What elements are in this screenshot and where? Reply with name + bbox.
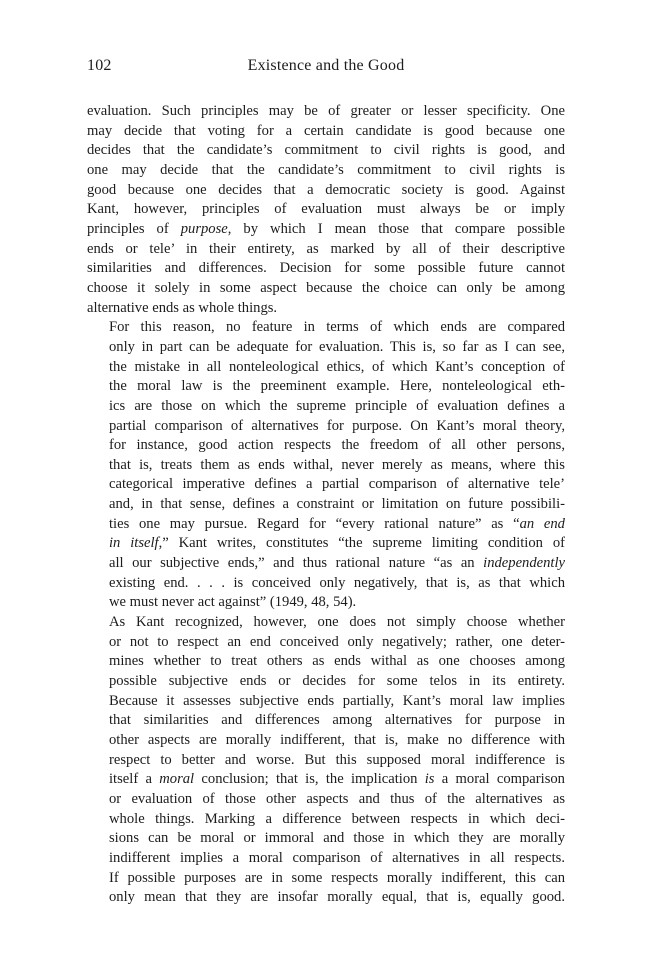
text-line bbox=[87, 810, 565, 830]
text-line bbox=[87, 102, 565, 122]
text-run: or evaluation of those other aspects and thus of the alternatives as bbox=[109, 790, 565, 807]
text-line bbox=[87, 574, 565, 594]
text-run: similarities and differences. Decision for some possible future cannot bbox=[87, 260, 565, 277]
text-line bbox=[87, 220, 565, 240]
text-line bbox=[87, 731, 565, 751]
text-run: mines whether to treat others as ends withal as one chooses among bbox=[109, 653, 565, 670]
italic-text: an end bbox=[519, 515, 565, 532]
text-run: that is, treats them as ends withal, never merely as means, where this bbox=[109, 456, 565, 473]
text-run: the moral law is the preeminent example. Here, nonteleological eth- bbox=[109, 378, 565, 395]
text-run: evaluation. Such principles may be of greater or lesser specificity. One bbox=[87, 103, 565, 119]
text-line bbox=[87, 456, 565, 476]
text-line bbox=[87, 417, 565, 437]
page-number: 102 bbox=[87, 57, 112, 74]
text-line bbox=[87, 436, 565, 456]
text-line bbox=[87, 279, 565, 299]
text-line bbox=[87, 633, 565, 653]
text-line bbox=[87, 554, 565, 574]
italic-text: purpose bbox=[180, 220, 228, 237]
text-line bbox=[87, 397, 565, 417]
text-line bbox=[87, 299, 565, 319]
italic-text: moral bbox=[159, 771, 195, 788]
italic-text: independently bbox=[483, 555, 565, 572]
text-line bbox=[87, 200, 565, 220]
text-line bbox=[87, 515, 565, 535]
italic-text: is bbox=[424, 771, 435, 788]
text-line bbox=[87, 358, 565, 378]
text-line bbox=[87, 181, 565, 201]
text-line bbox=[87, 652, 565, 672]
text-run: ,” Kant writes, constitutes “the supreme limiting condition of bbox=[158, 535, 565, 552]
paragraph bbox=[87, 318, 565, 613]
text-run: alternative ends as whole things. bbox=[87, 299, 278, 316]
text-run: itself a bbox=[109, 771, 160, 788]
text-run: may decide that voting for a certain candidate is good because one bbox=[87, 122, 565, 139]
text-run: existing end. . . . is conceived only negatively, that is, as that which bbox=[109, 574, 565, 591]
text-run: decides that the candidate’s commitment to civil rights is good, and bbox=[87, 142, 565, 159]
text-line bbox=[87, 869, 565, 889]
text-run: only mean that they are insofar morally equal, that is, equally good. bbox=[109, 889, 565, 906]
italic-text: in itself bbox=[109, 535, 159, 552]
text-line bbox=[87, 240, 565, 260]
text-line bbox=[87, 849, 565, 869]
text-run: that similarities and differences among alternatives for purpose in bbox=[109, 712, 565, 729]
text-line bbox=[87, 475, 565, 495]
text-run: Kant, however, principles of evaluation must always be or imply bbox=[87, 201, 565, 218]
text-run: indifferent implies a moral comparison of alternatives in all respects. bbox=[109, 849, 565, 866]
text-run: partial comparison of alternatives for purpose. On Kant’s moral theory, bbox=[109, 417, 565, 434]
text-line bbox=[87, 161, 565, 181]
text-line bbox=[87, 338, 565, 358]
text-run: , by which I mean those that compare possible bbox=[227, 220, 565, 237]
text-run: or not to respect an end conceived only negatively; rather, one deter- bbox=[109, 633, 565, 650]
running-header bbox=[87, 57, 565, 81]
paragraph bbox=[87, 613, 565, 908]
text-run: one may decide that the candidate’s commitment to civil rights is bbox=[87, 161, 565, 178]
text-run: conclusion; that is, the implication bbox=[194, 771, 425, 788]
text-line bbox=[87, 259, 565, 279]
text-line bbox=[87, 613, 565, 633]
text-run: Because it assesses subjective ends partially, Kant’s moral law implies bbox=[109, 692, 565, 709]
text-run: for instance, good action respects the freedom of all other persons, bbox=[109, 437, 565, 454]
text-run: choose it solely in some aspect because the choice can only be among bbox=[87, 279, 565, 296]
text-line bbox=[87, 829, 565, 849]
text-line bbox=[87, 692, 565, 712]
text-run: whole things. Marking a difference between respects in which deci- bbox=[109, 810, 565, 827]
text-run: As Kant recognized, however, one does not simply choose whether bbox=[109, 614, 565, 631]
text-run: For this reason, no feature in terms of which ends are compared bbox=[109, 319, 565, 336]
running-title: Existence and the Good bbox=[247, 57, 405, 74]
text-line bbox=[87, 711, 565, 731]
text-run: principles of bbox=[87, 220, 181, 237]
text-run: the mistake in all nonteleological ethics, of which Kant’s conception of bbox=[109, 358, 565, 375]
text-run: ends or tele’ in their entirety, as marked by all of their descriptive bbox=[87, 240, 565, 257]
text-run: categorical imperative defines a partial comparison of alternative tele’ bbox=[109, 476, 565, 493]
text-run: all our subjective ends,” and thus rational nature “as an bbox=[109, 555, 484, 572]
text-run: ics are those on which the supreme principle of evaluation defines a bbox=[109, 397, 565, 414]
text-line bbox=[87, 534, 565, 554]
text-line bbox=[87, 672, 565, 692]
body-text bbox=[87, 102, 565, 908]
text-line bbox=[87, 888, 565, 908]
text-run: ties one may pursue. Regard for “every rational nature” as “ bbox=[109, 515, 520, 532]
text-run: and, in that sense, defines a constraint or limitation on future possibili- bbox=[109, 496, 565, 513]
text-run: possible subjective ends or decides for some telos in its entirety. bbox=[109, 673, 565, 690]
text-line bbox=[87, 318, 565, 338]
text-run: good because one decides that a democratic society is good. Against bbox=[87, 181, 565, 198]
text-line bbox=[87, 593, 565, 613]
text-line bbox=[87, 770, 565, 790]
paragraph bbox=[87, 102, 565, 318]
text-line bbox=[87, 495, 565, 515]
text-run: only in part can be adequate for evaluation. This is, so far as I can see, bbox=[109, 338, 565, 355]
text-line bbox=[87, 377, 565, 397]
text-line bbox=[87, 790, 565, 810]
text-run: If possible purposes are in some respects morally indifferent, this can bbox=[109, 869, 565, 886]
text-run: a moral comparison bbox=[434, 771, 565, 788]
text-line bbox=[87, 141, 565, 161]
text-run: other aspects are morally indifferent, that is, make no difference with bbox=[109, 732, 565, 748]
text-line bbox=[87, 751, 565, 771]
text-line bbox=[87, 122, 565, 142]
text-run: respect to better and worse. But this supposed moral indifference is bbox=[109, 751, 565, 768]
text-run: we must never act against” (1949, 48, 54). bbox=[109, 594, 357, 611]
text-run: sions can be moral or immoral and those in which they are morally bbox=[109, 830, 565, 847]
